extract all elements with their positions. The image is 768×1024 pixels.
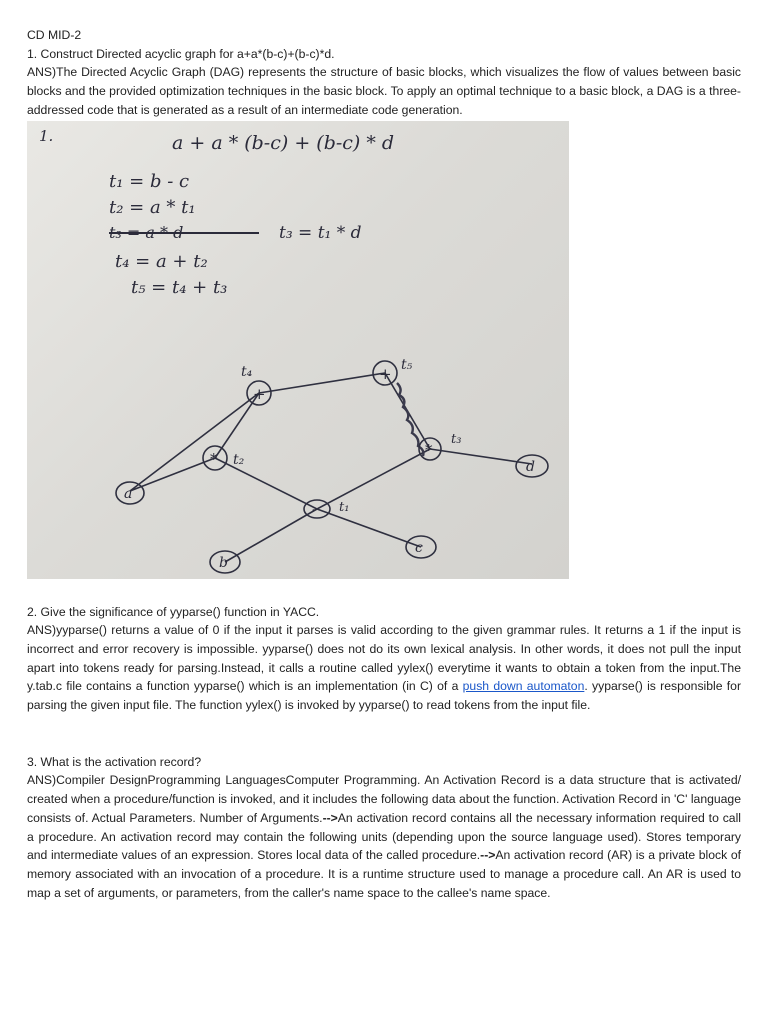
node-t3-op: * (425, 440, 433, 459)
node-t5-label: t₅ (401, 356, 413, 373)
node-t4 (241, 364, 271, 405)
handwritten-dag-photo (27, 121, 569, 579)
leaf-b-label: b (219, 554, 228, 571)
node-t1 (304, 500, 349, 518)
q3-answer-part-3: An activation record (AR) is a private block of memory associated with an invocation of a procedure. It is a runtime structure used to manage a procedure call. An AR is used to map a set of arguments, or parameters, from the caller's name space to the callee's name space. (27, 848, 741, 900)
node-t5 (373, 357, 413, 385)
doc-header: CD MID-2 (27, 28, 82, 42)
edge-t1-b (225, 509, 317, 562)
tac-line-2: t₂ = a * t₁ (109, 196, 196, 218)
edge-t1-c (317, 509, 421, 547)
node-t4-op: + (253, 384, 266, 403)
q1-answer: ANS)The Directed Acyclic Graph (DAG) represents the structure of basic blocks, which visualizes the flow of values between basic blocks and the provided optimization techniques in the basic block. To apply an optimal technique to a basic block, a DAG is a three-addressed code that is generated as a result of an intermediate code generation. (27, 65, 741, 117)
tac-line-3: t₃ = t₁ * d (279, 222, 362, 243)
q3-question: 3. What is the activation record? (27, 754, 202, 769)
node-t3-label: t₃ (451, 431, 462, 447)
photo-label: 1. (39, 126, 54, 145)
leaf-a-label: a (124, 485, 133, 502)
leaf-b (210, 551, 240, 573)
leaf-d (516, 455, 548, 477)
dag-edges (130, 373, 532, 562)
node-t2 (203, 446, 245, 470)
q2-answer (27, 621, 741, 715)
edge-t3-t1 (317, 449, 430, 509)
node-t1-label: t₁ (339, 499, 350, 515)
q3-answer (27, 771, 741, 902)
tac-line-1: t₁ = b - c (109, 170, 190, 192)
arrow-marker-2: --> (480, 848, 496, 863)
tac-struck-line: t₃ = a * d (109, 222, 184, 242)
dag-sketch (27, 121, 569, 579)
leaf-d-label: d (526, 458, 535, 475)
edge-t4-a (130, 393, 259, 491)
leaf-c (406, 536, 436, 558)
node-t5-op: + (379, 364, 392, 383)
photo-expression: a + a * (b-c) + (b-c) * d (172, 131, 395, 154)
node-t3 (419, 432, 461, 460)
node-t2-label: t₂ (233, 451, 245, 468)
leaf-c-label: c (415, 539, 423, 556)
document-page (27, 26, 741, 902)
edge-t2-t1 (215, 458, 317, 509)
arrow-marker-1: --> (322, 810, 338, 825)
node-t2-op: * (210, 449, 218, 468)
q2-question: 2. Give the significance of yyparse() function in YACC. (27, 604, 320, 619)
edge-t5-t4 (259, 373, 385, 393)
q2-answer-text-2: . yyparse() is responsible for parsing the given input file. The function yylex() is invoked by yyparse() to read tokens from the input file. (27, 679, 742, 713)
q3-answer-part-1: ANS)Compiler DesignProgramming LanguagesComputer Programming. An Activation Record is a data structure that is activated/ created when a procedure/function is invoked, and it includes the following data about the function. Activation Record in 'C' language consists of. Actual Parameters. Number of Arguments. (27, 773, 741, 825)
leaf-a (116, 482, 144, 504)
q3-answer-part-2: An activation record contains all the necessary information required to call a procedure. An activation record may contain the following units (depending upon the source language used). Stores temporary and intermediate values of an expression. Stores local data of the called procedure. (27, 810, 742, 863)
node-t1-op: - (312, 499, 318, 518)
edge-t2-a (130, 458, 215, 491)
push-down-automaton-link[interactable]: push down automaton (462, 679, 585, 694)
node-t4-label: t₄ (241, 363, 253, 380)
q1-question: 1. Construct Directed acyclic graph for a+a*(b-c)+(b-c)*d. (27, 46, 335, 61)
q2-answer-text-1: ANS)yyparse() returns a value of 0 if the input it parses is valid according to the given grammar rules. It returns a 1 if the input is incorrect and error recovery is impossible. yyparse() does not do its own lexical analysis. In other words, it does not pull the input apart into tokens ready for parsing.Instead, it calls a routine called yylex() everytime it wants to obtain a token from the input.The y.tab.c file contains a function yyparse() which is an implementation (in C) of a (27, 623, 741, 694)
tac-line-5: t₅ = t₄ + t₃ (131, 276, 228, 298)
tac-line-4: t₄ = a + t₂ (115, 250, 208, 272)
